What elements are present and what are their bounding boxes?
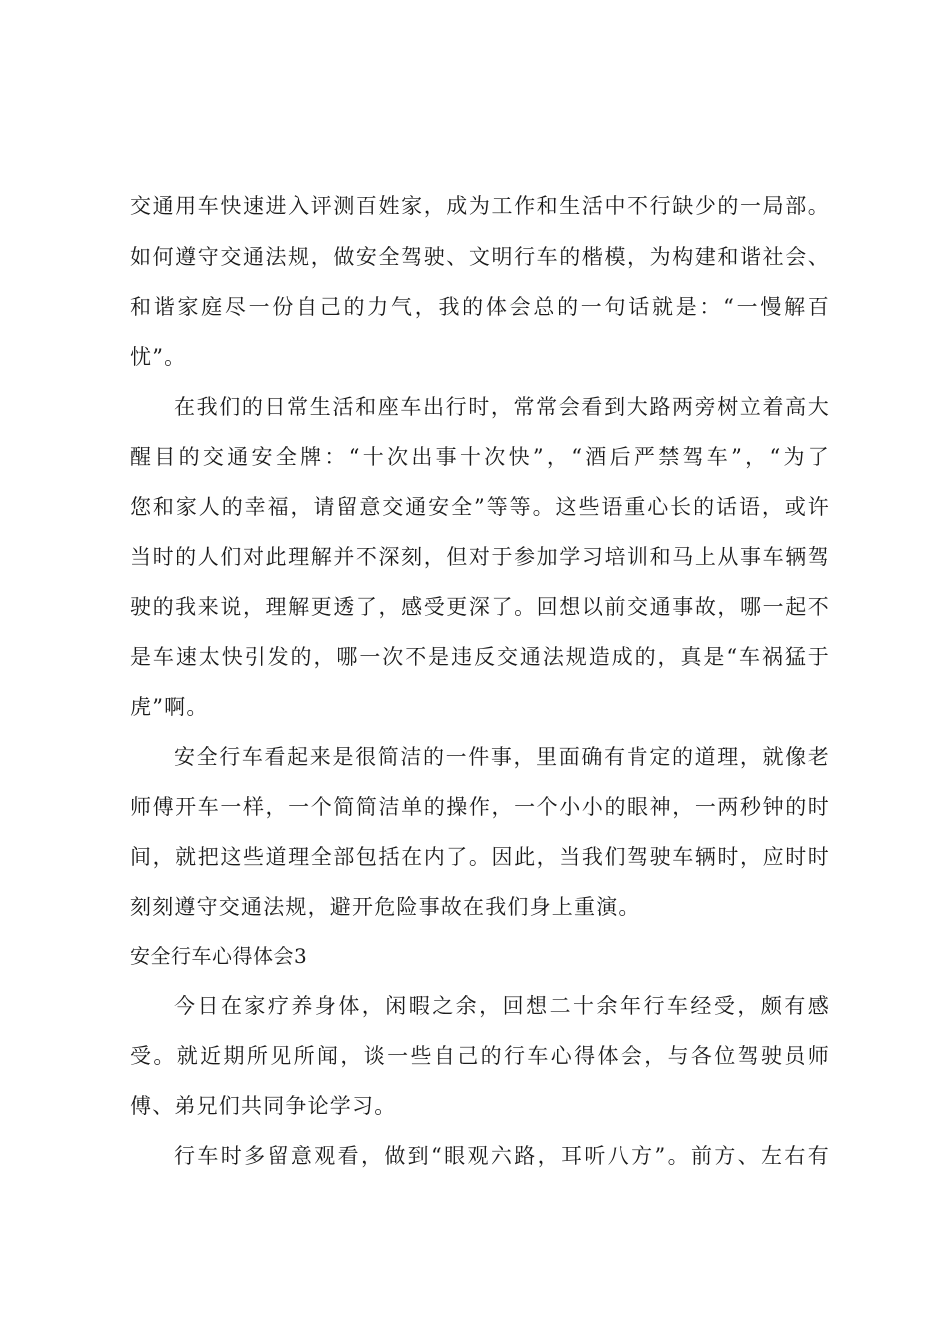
section-heading: 安全行车心得体会3 bbox=[130, 944, 308, 968]
paragraph-2-line-7: 虎”啊。 bbox=[130, 695, 209, 719]
paragraph-2-line-5: 驶的我来说，理解更透了，感受更深了。回想以前交通事故，哪一起不 bbox=[130, 595, 830, 619]
paragraph-2-line-6: 是车速太快引发的，哪一次不是违反交通法规造成的，真是“车祸猛于 bbox=[130, 645, 830, 669]
paragraph-2-line-1: 在我们的日常生活和座车出行时，常常会看到大路两旁树立着高大 bbox=[174, 395, 830, 419]
paragraph-2-line-3: 您和家人的幸福，请留意交通安全”等等。这些语重心长的话语，或许 bbox=[130, 495, 830, 519]
paragraph-4-line-1: 今日在家疗养身体，闲暇之余，回想二十余年行车经受，颇有感 bbox=[174, 994, 830, 1018]
paragraph-2-line-4: 当时的人们对此理解并不深刻，但对于参加学习培训和马上从事车辆驾 bbox=[130, 545, 830, 569]
paragraph-2-line-2: 醒目的交通安全牌：“十次出事十次快”，“酒后严禁驾车”，“为了 bbox=[130, 445, 830, 469]
paragraph-4-line-3: 傅、弟兄们共同争论学习。 bbox=[130, 1094, 397, 1118]
paragraph-3-line-4: 刻刻遵守交通法规，避开危险事故在我们身上重演。 bbox=[130, 895, 641, 919]
paragraph-4-line-2: 受。就近期所见所闻，谈一些自己的行车心得体会，与各位驾驶员师 bbox=[130, 1044, 830, 1068]
paragraph-1-line-3: 和谐家庭尽一份自己的力气，我的体会总的一句话就是：“一慢解百 bbox=[130, 295, 830, 319]
paragraph-3-line-3: 间，就把这些道理全部包括在内了。因此，当我们驾驶车辆时，应时时 bbox=[130, 845, 830, 869]
paragraph-1-line-2: 如何遵守交通法规，做安全驾驶、文明行车的楷模，为构建和谐社会、 bbox=[130, 245, 830, 269]
paragraph-5-line-1: 行车时多留意观看，做到“眼观六路，耳听八方”。前方、左右有 bbox=[174, 1144, 830, 1168]
paragraph-3-line-2: 师傅开车一样，一个简简洁单的操作，一个小小的眼神，一两秒钟的时 bbox=[130, 795, 830, 819]
paragraph-3-line-1: 安全行车看起来是很简洁的一件事，里面确有肯定的道理，就像老 bbox=[174, 745, 830, 769]
paragraph-1-line-4: 忧”。 bbox=[130, 345, 187, 369]
paragraph-1-line-1: 交通用车快速进入评测百姓家，成为工作和生活中不行缺少的一局部。 bbox=[130, 194, 830, 218]
